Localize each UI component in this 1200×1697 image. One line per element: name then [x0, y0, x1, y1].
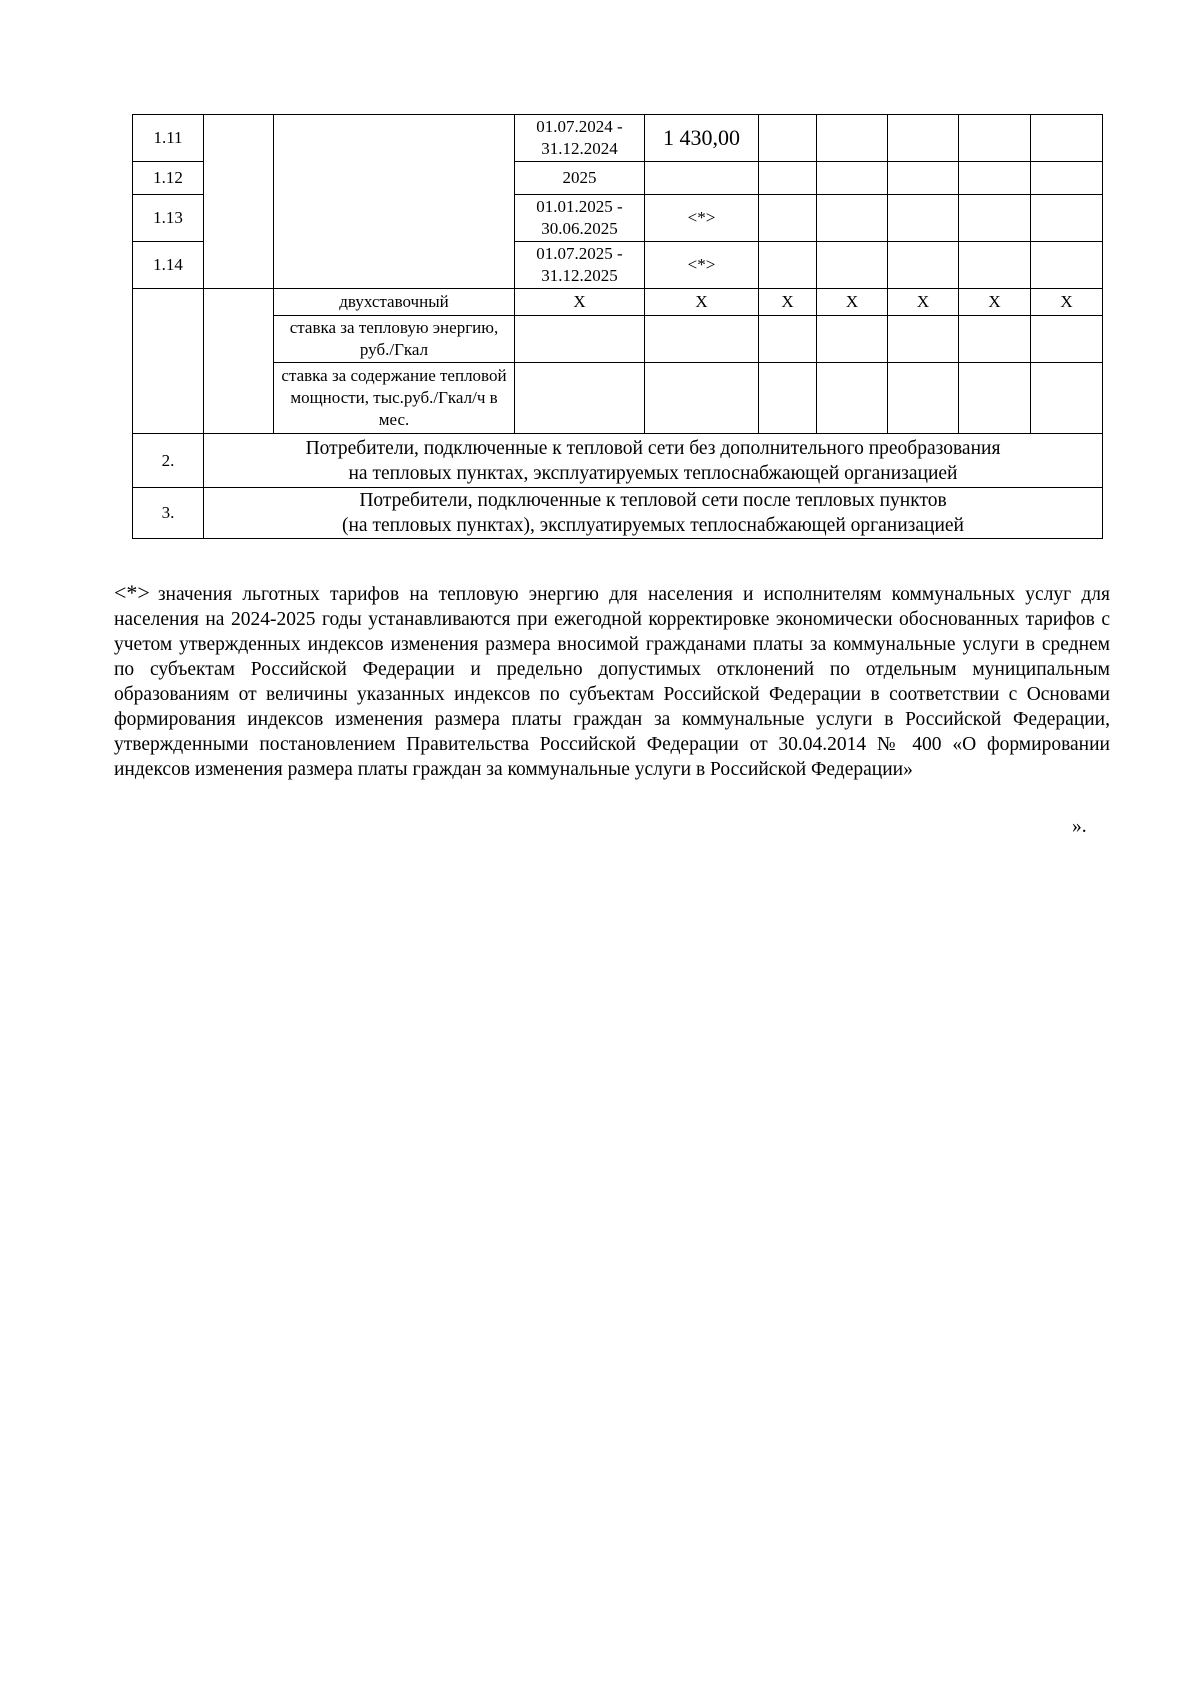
x-mark: X [959, 289, 1031, 316]
empty-cell [817, 162, 888, 195]
row-number: 1.13 [133, 195, 204, 242]
closing-quote: ». [1072, 816, 1087, 837]
table-row [133, 289, 1103, 316]
empty-cell [959, 195, 1031, 242]
rate-capacity-label: ставка за содержание тепловой мощности, тыс.руб./Гкал/ч в мес. [274, 363, 515, 434]
footnote-text: значения льготных тарифов на тепловую энергию для населения и исполнителям коммунальных услуг для населения на 2024-2025 годы устанавливаются при ежегодной корректировке экономически обоснованных тарифов с учетом утвержденных индексов изменения размера вносимой гражданами платы за коммунальные услуги в среднем по субъектам Российской Федерации и предельно допустимых отклонений по отдельным муниципальным образованиям от величины указанных индексов по субъектам Российской Федерации в соответствии с Основами формирования индексов изменения размера платы граждан за коммунальные услуги в Российской Федерации, утвержденными постановлением Правительства Российской Федерации от 30.04.2014 № 400 «О формировании индексов изменения размера платы граждан за коммунальные услуги в Российской Федерации» [114, 584, 1110, 780]
merged-cell [204, 115, 274, 289]
x-mark: X [645, 289, 759, 316]
section-heading-line: на тепловых пунктах, эксплуатируемых теплоснабжающей организацией [348, 462, 958, 484]
tariff-value: <*> [645, 195, 759, 242]
empty-cell [959, 162, 1031, 195]
empty-cell [888, 316, 959, 363]
empty-cell [817, 195, 888, 242]
row-number: 1.11 [133, 115, 204, 162]
empty-cell [759, 162, 817, 195]
empty-cell [888, 162, 959, 195]
section-heading-line: (на тепловых пунктах), эксплуатируемых теплоснабжающей организацией [341, 515, 964, 536]
empty-cell [1031, 162, 1103, 195]
empty-cell [888, 363, 959, 434]
empty-cell [888, 242, 959, 289]
empty-cell [888, 195, 959, 242]
empty-cell [645, 363, 759, 434]
x-mark: X [817, 289, 888, 316]
x-mark: X [515, 289, 645, 316]
empty-cell [959, 115, 1031, 162]
period-cell: 01.07.2025 - 31.12.2025 [515, 242, 645, 289]
x-mark: X [888, 289, 959, 316]
x-mark: X [1031, 289, 1103, 316]
empty-cell [759, 195, 817, 242]
empty-cell [1031, 115, 1103, 162]
row-number: 1.12 [133, 162, 204, 195]
x-mark: X [759, 289, 817, 316]
empty-cell [759, 242, 817, 289]
tariff-table [132, 114, 1103, 539]
footnote [114, 580, 1110, 782]
table-row [133, 316, 1103, 363]
empty-cell [817, 242, 888, 289]
section-heading [204, 488, 1103, 539]
empty-cell [1031, 363, 1103, 434]
row-number: 3. [133, 488, 204, 539]
period-cell: 01.07.2024 - 31.12.2024 [515, 115, 645, 162]
table-row [133, 115, 1103, 162]
empty-cell [817, 316, 888, 363]
row-number: 2. [133, 434, 204, 488]
period-cell: 2025 [515, 162, 645, 195]
tariff-value [645, 162, 759, 195]
empty-cell [1031, 195, 1103, 242]
rate-energy-label: ставка за тепловую энергию, руб./Гкал [274, 316, 515, 363]
empty-cell [133, 289, 204, 434]
empty-cell [959, 242, 1031, 289]
row-number: 1.14 [133, 242, 204, 289]
tariff-value: 1 430,00 [645, 115, 759, 162]
empty-cell [959, 316, 1031, 363]
section-heading-line: Потребители, подключенные к тепловой сети без дополнительного преобразования [305, 437, 1001, 459]
empty-cell [959, 363, 1031, 434]
empty-cell [817, 115, 888, 162]
footnote-mark: <*> [114, 580, 150, 605]
empty-cell [1031, 242, 1103, 289]
empty-cell [515, 316, 645, 363]
empty-cell [888, 115, 959, 162]
period-cell: 01.01.2025 - 30.06.2025 [515, 195, 645, 242]
merged-cell [274, 115, 515, 289]
empty-cell [645, 316, 759, 363]
empty-cell [817, 363, 888, 434]
empty-cell [515, 363, 645, 434]
section-heading [204, 434, 1103, 488]
empty-cell [759, 115, 817, 162]
table-row [133, 363, 1103, 434]
two-part-label: двухставочный [274, 289, 515, 316]
tariff-value: <*> [645, 242, 759, 289]
table-row [133, 434, 1103, 488]
empty-cell [204, 289, 274, 434]
empty-cell [1031, 316, 1103, 363]
empty-cell [759, 316, 817, 363]
empty-cell [759, 363, 817, 434]
table-row [133, 488, 1103, 539]
section-heading-line: Потребители, подключенные к тепловой сети после тепловых пунктов [359, 490, 947, 511]
